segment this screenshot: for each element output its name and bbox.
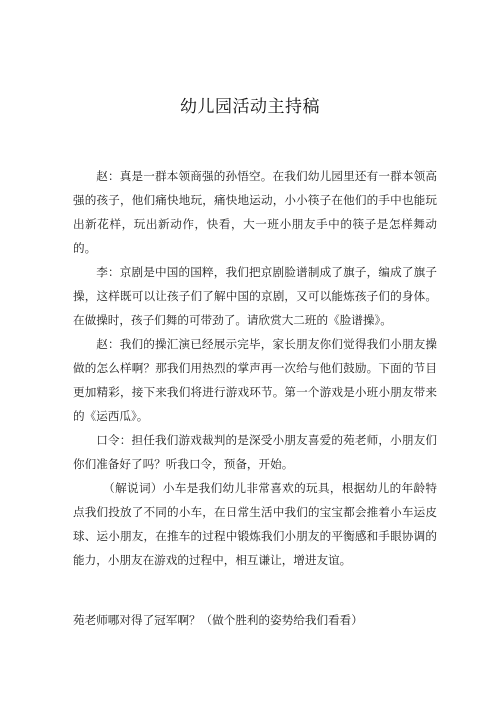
document-body xyxy=(73,164,437,572)
paragraph-zhao-1: 赵：真是一群本领商强的孙悟空。在我们幼儿园里还有一群本领高强的孩子，他们痛快地玩，痛快地运动，小小筷子在他们的手中也能玩出新花样，玩出新动作，快看，大一班小朋友手中的筷子是怎样舞动的。 xyxy=(73,169,437,255)
paragraph-zhao-2: 赵：我们的操汇演已经展示完毕，家长朋友你们觉得我们小朋友操做的怎么样啊？那我们用热烈的掌声再一次给与他们鼓励。下面的节目更加精彩，接下来我们将进行游戏环节。第一个游戏是小班小朋友带来的《运西瓜》。 xyxy=(73,337,437,423)
paragraph-li-1: 李：京剧是中国的国粹，我们把京剧脸谱制成了旗子，编成了旗子操，这样既可以让孩子们了解中国的京剧，又可以能炼孩子们的身体。在做操时，孩子们舞的可带劲了。请欣赏大二班的《脸谱操》。 xyxy=(73,265,437,327)
paragraph-narration: （解说词）小车是我们幼儿非常喜欢的玩具，根据幼儿的年龄特点我们投放了不同的小车，在日常生活中我们的宝宝都会推着小车运皮球、运小朋友，在推车的过程中锻炼我们小朋友的平衡感和手眼协调的能力，小朋友在游戏的过程中，相互谦让，增进友谊。 xyxy=(73,481,437,567)
document-title: 幼儿园活动主持稿 xyxy=(180,97,320,117)
closing-line: 苑老师哪对得了冠军啊？（做个胜利的姿势给我们看看） xyxy=(73,613,363,627)
paragraph-command: 口令：担任我们游戏裁判的是深受小朋友喜爱的苑老师，小朋友们你们准备好了吗？听我口令，预备，开始。 xyxy=(73,433,437,471)
